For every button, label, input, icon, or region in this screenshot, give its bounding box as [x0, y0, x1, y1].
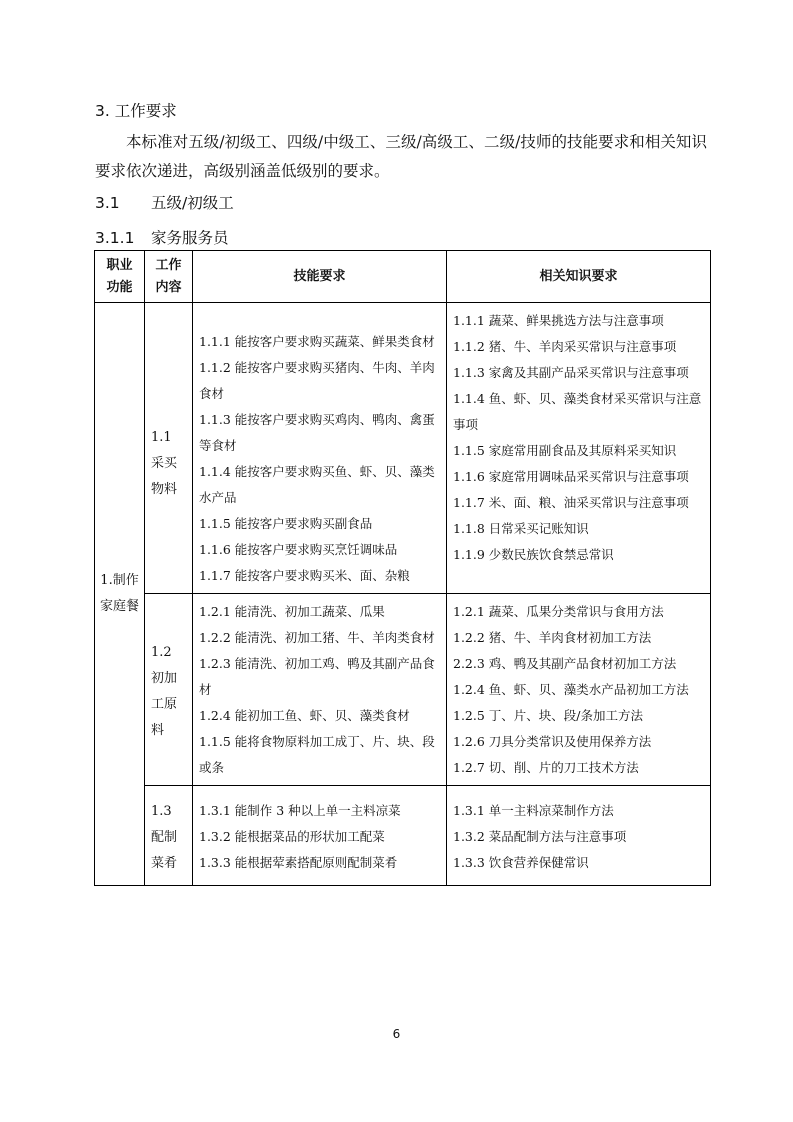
intro-paragraph: 本标准对五级/初级工、四级/中级工、三级/高级工、二级/技师的技能要求和相关知识要求依次递进，高级别涵盖低级别的要求。 [95, 133, 707, 180]
header-knowledge: 相关知识要求 [447, 251, 711, 303]
skill-item: 1.2.3 能清洗、初加工鸡、鸭及其副产品食材 [199, 656, 435, 697]
skill-item: 1.1.1 能按客户要求购买蔬菜、鲜果类食材 [199, 334, 435, 349]
knowledge-item: 1.1.7 米、面、粮、油采买常识与注意事项 [453, 495, 689, 510]
knowledge-item: 1.3.3 饮食营养保健常识 [453, 855, 589, 870]
section-title: 家务服务员 [151, 229, 229, 247]
requirements-table [94, 250, 711, 886]
section-heading-3: 3. 工作要求 [95, 102, 177, 120]
table-row [95, 303, 711, 594]
skill-item: 1.1.3 能按客户要求购买鸡肉、鸭肉、禽蛋等食材 [199, 412, 435, 453]
knowledge-cell [447, 303, 711, 594]
skill-item: 1.1.2 能按客户要求购买猪肉、牛肉、羊肉食材 [199, 360, 435, 401]
knowledge-item: 1.2.7 切、削、片的刀工技术方法 [453, 760, 639, 775]
skill-item: 1.3.2 能根据菜品的形状加工配菜 [199, 829, 385, 844]
skill-item: 1.1.6 能按客户要求购买烹饪调味品 [199, 542, 398, 557]
section-heading-3-1-1 [95, 226, 229, 248]
header-skills: 技能要求 [193, 251, 447, 303]
table-row [95, 786, 711, 886]
skills-cell [193, 303, 447, 594]
knowledge-item: 1.2.2 猪、牛、羊肉食材初加工方法 [453, 630, 652, 645]
knowledge-item: 1.1.5 家庭常用副食品及其原料采买知识 [453, 443, 677, 458]
table-row [95, 594, 711, 786]
knowledge-item: 1.1.2 猪、牛、羊肉采买常识与注意事项 [453, 339, 677, 354]
skills-cell [193, 594, 447, 786]
knowledge-item: 1.3.2 菜品配制方法与注意事项 [453, 829, 627, 844]
skills-cell [193, 786, 447, 886]
section-heading-3-1 [95, 191, 234, 213]
knowledge-item: 1.3.1 单一主料凉菜制作方法 [453, 803, 614, 818]
knowledge-item: 1.2.5 丁、片、块、段/条加工方法 [453, 708, 643, 723]
work-cell: 1.2 初加工原料 [145, 594, 193, 786]
work-cell: 1.1 采买物料 [145, 303, 193, 594]
knowledge-item: 1.1.1 蔬菜、鲜果挑选方法与注意事项 [453, 313, 664, 328]
knowledge-cell [447, 786, 711, 886]
function-cell: 1.制作家庭餐 [95, 303, 145, 886]
header-function: 职业功能 [95, 251, 145, 303]
work-cell: 1.3 配制菜肴 [145, 786, 193, 886]
skill-item: 1.3.3 能根据荤素搭配原则配制菜肴 [199, 855, 398, 870]
skill-item: 1.1.4 能按客户要求购买鱼、虾、贝、藻类水产品 [199, 464, 435, 505]
knowledge-cell [447, 594, 711, 786]
knowledge-item: 1.1.4 鱼、虾、贝、藻类食材采买常识与注意事项 [453, 391, 702, 432]
knowledge-item: 1.1.6 家庭常用调味品采买常识与注意事项 [453, 469, 689, 484]
table-header-row [95, 251, 711, 303]
skill-item: 1.1.7 能按客户要求购买米、面、杂粮 [199, 568, 410, 583]
knowledge-item: 1.1.9 少数民族饮食禁忌常识 [453, 547, 614, 562]
section-number: 3.1 [95, 194, 120, 212]
skill-item: 1.2.4 能初加工鱼、虾、贝、藻类食材 [199, 708, 410, 723]
section-number: 3.1.1 [95, 229, 135, 247]
skill-item: 1.1.5 能按客户要求购买副食品 [199, 516, 373, 531]
section-title: 五级/初级工 [151, 194, 234, 212]
knowledge-item: 1.2.6 刀具分类常识及使用保养方法 [453, 734, 652, 749]
page-number: 6 [392, 1027, 401, 1041]
knowledge-item: 1.2.4 鱼、虾、贝、藻类水产品初加工方法 [453, 682, 689, 697]
knowledge-item: 1.1.3 家禽及其副产品采买常识与注意事项 [453, 365, 689, 380]
knowledge-item: 2.2.3 鸡、鸭及其副产品食材初加工方法 [453, 656, 677, 671]
skill-item: 1.2.1 能清洗、初加工蔬菜、瓜果 [199, 604, 385, 619]
knowledge-item: 1.2.1 蔬菜、瓜果分类常识与食用方法 [453, 604, 664, 619]
skill-item: 1.2.2 能清洗、初加工猪、牛、羊肉类食材 [199, 630, 435, 645]
knowledge-item: 1.1.8 日常采买记账知识 [453, 521, 589, 536]
skill-item: 1.3.1 能制作 3 种以上单一主料凉菜 [199, 803, 401, 818]
header-work-content: 工作内容 [145, 251, 193, 303]
skill-item: 1.1.5 能将食物原料加工成丁、片、块、段或条 [199, 734, 435, 775]
